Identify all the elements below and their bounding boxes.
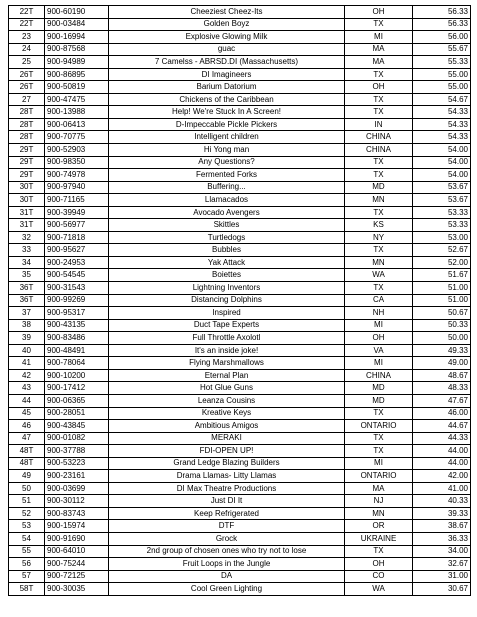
score-cell: 54.00 <box>413 144 471 157</box>
table-row <box>9 282 471 295</box>
team-name-cell: Llamacados <box>109 194 345 207</box>
table-row <box>9 520 471 533</box>
score-cell: 49.00 <box>413 357 471 370</box>
table-body <box>9 6 471 596</box>
table-row <box>9 570 471 583</box>
team-name-cell: Any Questions? <box>109 156 345 169</box>
location-cell: ONTARIO <box>345 470 413 483</box>
table-row <box>9 68 471 81</box>
location-cell: IN <box>345 118 413 131</box>
location-cell: CHINA <box>345 144 413 157</box>
rank-cell: 55 <box>9 545 45 558</box>
location-cell: CA <box>345 294 413 307</box>
score-cell: 32.67 <box>413 558 471 571</box>
team-number-cell: 900-99269 <box>45 294 109 307</box>
score-cell: 50.67 <box>413 307 471 320</box>
table-row <box>9 558 471 571</box>
location-cell: TX <box>345 93 413 106</box>
table-row <box>9 394 471 407</box>
location-cell: OH <box>345 6 413 19</box>
location-cell: MD <box>345 394 413 407</box>
team-number-cell: 900-53223 <box>45 457 109 470</box>
score-cell: 53.00 <box>413 231 471 244</box>
team-name-cell: Boiettes <box>109 269 345 282</box>
score-cell: 56.33 <box>413 6 471 19</box>
score-cell: 54.33 <box>413 106 471 119</box>
location-cell: TX <box>345 545 413 558</box>
team-name-cell: Grand Ledge Blazing Builders <box>109 457 345 470</box>
location-cell: WA <box>345 583 413 596</box>
rank-cell: 28T <box>9 106 45 119</box>
rank-cell: 40 <box>9 344 45 357</box>
score-cell: 30.67 <box>413 583 471 596</box>
location-cell: MA <box>345 56 413 69</box>
team-number-cell: 900-54545 <box>45 269 109 282</box>
table-row <box>9 307 471 320</box>
team-number-cell: 900-50819 <box>45 81 109 94</box>
table-row <box>9 6 471 19</box>
team-number-cell: 900-15974 <box>45 520 109 533</box>
team-name-cell: Fermented Forks <box>109 169 345 182</box>
rank-cell: 24 <box>9 43 45 56</box>
score-cell: 55.00 <box>413 68 471 81</box>
score-cell: 44.00 <box>413 445 471 458</box>
location-cell: TX <box>345 206 413 219</box>
team-number-cell: 900-24953 <box>45 256 109 269</box>
team-number-cell: 900-30035 <box>45 583 109 596</box>
team-number-cell: 900-03699 <box>45 482 109 495</box>
table-row <box>9 206 471 219</box>
score-cell: 51.00 <box>413 282 471 295</box>
location-cell: UKRAINE <box>345 532 413 545</box>
team-name-cell: Hi Yong man <box>109 144 345 157</box>
team-name-cell: 2nd group of chosen ones who try not to lose <box>109 545 345 558</box>
team-number-cell: 900-01082 <box>45 432 109 445</box>
team-name-cell: Ambitious Amigos <box>109 420 345 433</box>
location-cell: ONTARIO <box>345 420 413 433</box>
score-cell: 53.67 <box>413 181 471 194</box>
team-number-cell: 900-30112 <box>45 495 109 508</box>
team-number-cell: 900-43845 <box>45 420 109 433</box>
table-row <box>9 43 471 56</box>
team-name-cell: It's an inside joke! <box>109 344 345 357</box>
rank-cell: 28T <box>9 118 45 131</box>
location-cell: MI <box>345 319 413 332</box>
team-number-cell: 900-03484 <box>45 18 109 31</box>
team-number-cell: 900-10200 <box>45 369 109 382</box>
rank-cell: 48T <box>9 445 45 458</box>
team-name-cell: Drama Llamas- Litty Llamas <box>109 470 345 483</box>
team-number-cell: 900-95627 <box>45 244 109 257</box>
location-cell: MN <box>345 256 413 269</box>
rank-cell: 57 <box>9 570 45 583</box>
team-name-cell: Avocado Avengers <box>109 206 345 219</box>
location-cell: TX <box>345 407 413 420</box>
table-row <box>9 583 471 596</box>
location-cell: TX <box>345 169 413 182</box>
score-cell: 54.33 <box>413 131 471 144</box>
team-name-cell: DA <box>109 570 345 583</box>
rank-cell: 43 <box>9 382 45 395</box>
score-cell: 46.00 <box>413 407 471 420</box>
team-name-cell: Lightning Inventors <box>109 282 345 295</box>
team-name-cell: Explosive Glowing Milk <box>109 31 345 44</box>
team-name-cell: MERAKI <box>109 432 345 445</box>
table-row <box>9 457 471 470</box>
score-cell: 54.00 <box>413 169 471 182</box>
score-cell: 39.33 <box>413 507 471 520</box>
score-cell: 31.00 <box>413 570 471 583</box>
rank-cell: 52 <box>9 507 45 520</box>
rank-cell: 35 <box>9 269 45 282</box>
score-cell: 47.67 <box>413 394 471 407</box>
team-number-cell: 900-16994 <box>45 31 109 44</box>
table-row <box>9 256 471 269</box>
team-number-cell: 900-95317 <box>45 307 109 320</box>
score-cell: 49.33 <box>413 344 471 357</box>
rank-cell: 38 <box>9 319 45 332</box>
table-row <box>9 231 471 244</box>
team-name-cell: Fruit Loops in the Jungle <box>109 558 345 571</box>
team-name-cell: Flying Marshmallows <box>109 357 345 370</box>
location-cell: TX <box>345 244 413 257</box>
rank-cell: 27 <box>9 93 45 106</box>
rank-cell: 51 <box>9 495 45 508</box>
score-cell: 44.33 <box>413 432 471 445</box>
table-row <box>9 118 471 131</box>
rank-cell: 22T <box>9 18 45 31</box>
score-cell: 52.00 <box>413 256 471 269</box>
rank-cell: 31T <box>9 206 45 219</box>
score-cell: 55.00 <box>413 81 471 94</box>
team-number-cell: 900-98350 <box>45 156 109 169</box>
table-row <box>9 81 471 94</box>
rank-cell: 53 <box>9 520 45 533</box>
table-row <box>9 470 471 483</box>
team-number-cell: 900-72125 <box>45 570 109 583</box>
team-name-cell: Eternal Plan <box>109 369 345 382</box>
location-cell: MI <box>345 357 413 370</box>
team-name-cell: DI Max Theatre Productions <box>109 482 345 495</box>
score-cell: 51.67 <box>413 269 471 282</box>
table-row <box>9 507 471 520</box>
location-cell: OH <box>345 81 413 94</box>
table-row <box>9 31 471 44</box>
team-number-cell: 900-31543 <box>45 282 109 295</box>
rank-cell: 48T <box>9 457 45 470</box>
rank-cell: 23 <box>9 31 45 44</box>
team-name-cell: Duct Tape Experts <box>109 319 345 332</box>
rank-cell: 29T <box>9 144 45 157</box>
team-number-cell: 900-39949 <box>45 206 109 219</box>
team-name-cell: Grock <box>109 532 345 545</box>
table-row <box>9 269 471 282</box>
team-number-cell: 900-48491 <box>45 344 109 357</box>
team-number-cell: 900-91690 <box>45 532 109 545</box>
rank-cell: 26T <box>9 81 45 94</box>
team-number-cell: 900-06413 <box>45 118 109 131</box>
location-cell: TX <box>345 18 413 31</box>
score-cell: 41.00 <box>413 482 471 495</box>
table-row <box>9 169 471 182</box>
table-row <box>9 56 471 69</box>
team-name-cell: Just DI It <box>109 495 345 508</box>
location-cell: MI <box>345 457 413 470</box>
score-cell: 36.33 <box>413 532 471 545</box>
table-row <box>9 106 471 119</box>
team-number-cell: 900-37788 <box>45 445 109 458</box>
score-cell: 51.00 <box>413 294 471 307</box>
team-number-cell: 900-56977 <box>45 219 109 232</box>
location-cell: TX <box>345 106 413 119</box>
team-name-cell: guac <box>109 43 345 56</box>
team-name-cell: Turtledogs <box>109 231 345 244</box>
score-cell: 54.67 <box>413 93 471 106</box>
table-row <box>9 545 471 558</box>
score-cell: 56.00 <box>413 31 471 44</box>
table-row <box>9 194 471 207</box>
team-number-cell: 900-87568 <box>45 43 109 56</box>
team-number-cell: 900-75244 <box>45 558 109 571</box>
table-row <box>9 294 471 307</box>
rank-cell: 54 <box>9 532 45 545</box>
score-cell: 55.67 <box>413 43 471 56</box>
table-row <box>9 369 471 382</box>
table-row <box>9 344 471 357</box>
team-number-cell: 900-17412 <box>45 382 109 395</box>
team-name-cell: Cool Green Lighting <box>109 583 345 596</box>
location-cell: CHINA <box>345 369 413 382</box>
team-name-cell: DI Imagineers <box>109 68 345 81</box>
rank-cell: 58T <box>9 583 45 596</box>
rank-cell: 36T <box>9 282 45 295</box>
team-number-cell: 900-83486 <box>45 332 109 345</box>
team-name-cell: Distancing Dolphins <box>109 294 345 307</box>
rank-cell: 37 <box>9 307 45 320</box>
rank-cell: 41 <box>9 357 45 370</box>
team-name-cell: Leanza Cousins <box>109 394 345 407</box>
score-cell: 40.33 <box>413 495 471 508</box>
team-number-cell: 900-52903 <box>45 144 109 157</box>
location-cell: MD <box>345 181 413 194</box>
team-name-cell: 7 Camelss - ABRSD.DI (Massachusetts) <box>109 56 345 69</box>
rank-cell: 56 <box>9 558 45 571</box>
location-cell: KS <box>345 219 413 232</box>
location-cell: NJ <box>345 495 413 508</box>
team-number-cell: 900-71165 <box>45 194 109 207</box>
team-name-cell: Bubbles <box>109 244 345 257</box>
location-cell: MI <box>345 31 413 44</box>
location-cell: MD <box>345 382 413 395</box>
location-cell: OH <box>345 558 413 571</box>
team-name-cell: Kreative Keys <box>109 407 345 420</box>
location-cell: TX <box>345 68 413 81</box>
team-name-cell: Hot Glue Guns <box>109 382 345 395</box>
team-name-cell: Yak Attack <box>109 256 345 269</box>
team-number-cell: 900-13988 <box>45 106 109 119</box>
team-number-cell: 900-94989 <box>45 56 109 69</box>
table-row <box>9 144 471 157</box>
score-cell: 50.00 <box>413 332 471 345</box>
team-name-cell: Golden Boyz <box>109 18 345 31</box>
table-row <box>9 495 471 508</box>
location-cell: VA <box>345 344 413 357</box>
team-name-cell: Inspired <box>109 307 345 320</box>
team-number-cell: 900-43135 <box>45 319 109 332</box>
rank-cell: 30T <box>9 194 45 207</box>
location-cell: NY <box>345 231 413 244</box>
rank-cell: 42 <box>9 369 45 382</box>
score-cell: 48.67 <box>413 369 471 382</box>
team-name-cell: Barium Datorium <box>109 81 345 94</box>
table-row <box>9 181 471 194</box>
location-cell: OH <box>345 332 413 345</box>
location-cell: CO <box>345 570 413 583</box>
score-cell: 48.33 <box>413 382 471 395</box>
rank-cell: 22T <box>9 6 45 19</box>
team-number-cell: 900-60190 <box>45 6 109 19</box>
team-number-cell: 900-64010 <box>45 545 109 558</box>
rank-cell: 29T <box>9 156 45 169</box>
score-cell: 53.33 <box>413 219 471 232</box>
location-cell: TX <box>345 432 413 445</box>
team-name-cell: Full Throttle Axolotl <box>109 332 345 345</box>
team-number-cell: 900-28051 <box>45 407 109 420</box>
team-name-cell: Buffering... <box>109 181 345 194</box>
rank-cell: 29T <box>9 169 45 182</box>
results-table <box>8 5 471 596</box>
rank-cell: 47 <box>9 432 45 445</box>
score-cell: 54.33 <box>413 118 471 131</box>
table-row <box>9 382 471 395</box>
table-row <box>9 357 471 370</box>
team-number-cell: 900-78064 <box>45 357 109 370</box>
team-number-cell: 900-70775 <box>45 131 109 144</box>
table-row <box>9 219 471 232</box>
rank-cell: 32 <box>9 231 45 244</box>
team-number-cell: 900-71818 <box>45 231 109 244</box>
score-cell: 53.67 <box>413 194 471 207</box>
table-row <box>9 244 471 257</box>
score-cell: 44.00 <box>413 457 471 470</box>
table-row <box>9 332 471 345</box>
table-row <box>9 131 471 144</box>
team-number-cell: 900-74978 <box>45 169 109 182</box>
score-cell: 44.67 <box>413 420 471 433</box>
team-number-cell: 900-06365 <box>45 394 109 407</box>
team-name-cell: Cheeziest Cheez-Its <box>109 6 345 19</box>
location-cell: CHINA <box>345 131 413 144</box>
location-cell: NH <box>345 307 413 320</box>
table-row <box>9 319 471 332</box>
team-name-cell: Chickens of the Caribbean <box>109 93 345 106</box>
team-name-cell: Help! We're Stuck In A Screen! <box>109 106 345 119</box>
team-name-cell: Skittles <box>109 219 345 232</box>
table-row <box>9 532 471 545</box>
location-cell: OR <box>345 520 413 533</box>
rank-cell: 36T <box>9 294 45 307</box>
score-cell: 56.33 <box>413 18 471 31</box>
team-number-cell: 900-86895 <box>45 68 109 81</box>
rank-cell: 34 <box>9 256 45 269</box>
team-number-cell: 900-23161 <box>45 470 109 483</box>
table-row <box>9 482 471 495</box>
rank-cell: 49 <box>9 470 45 483</box>
score-cell: 38.67 <box>413 520 471 533</box>
team-name-cell: Intelligent children <box>109 131 345 144</box>
table-row <box>9 432 471 445</box>
table-row <box>9 420 471 433</box>
score-cell: 54.00 <box>413 156 471 169</box>
rank-cell: 28T <box>9 131 45 144</box>
rank-cell: 44 <box>9 394 45 407</box>
location-cell: TX <box>345 282 413 295</box>
location-cell: TX <box>345 156 413 169</box>
team-name-cell: FDI-OPEN UP! <box>109 445 345 458</box>
score-cell: 55.33 <box>413 56 471 69</box>
location-cell: WA <box>345 269 413 282</box>
team-number-cell: 900-47475 <box>45 93 109 106</box>
table-row <box>9 445 471 458</box>
rank-cell: 30T <box>9 181 45 194</box>
location-cell: MA <box>345 482 413 495</box>
rank-cell: 46 <box>9 420 45 433</box>
location-cell: MN <box>345 507 413 520</box>
team-number-cell: 900-97940 <box>45 181 109 194</box>
location-cell: TX <box>345 445 413 458</box>
table-row <box>9 18 471 31</box>
table-row <box>9 407 471 420</box>
rank-cell: 25 <box>9 56 45 69</box>
rank-cell: 31T <box>9 219 45 232</box>
team-name-cell: D-Impeccable Pickle Pickers <box>109 118 345 131</box>
score-cell: 50.33 <box>413 319 471 332</box>
location-cell: MA <box>345 43 413 56</box>
location-cell: MN <box>345 194 413 207</box>
rank-cell: 50 <box>9 482 45 495</box>
table-row <box>9 93 471 106</box>
rank-cell: 26T <box>9 68 45 81</box>
score-cell: 42.00 <box>413 470 471 483</box>
rank-cell: 45 <box>9 407 45 420</box>
table-row <box>9 156 471 169</box>
score-cell: 52.67 <box>413 244 471 257</box>
team-name-cell: Keep Refrigerated <box>109 507 345 520</box>
score-cell: 34.00 <box>413 545 471 558</box>
rank-cell: 39 <box>9 332 45 345</box>
rank-cell: 33 <box>9 244 45 257</box>
team-name-cell: DTF <box>109 520 345 533</box>
score-cell: 53.33 <box>413 206 471 219</box>
team-number-cell: 900-83743 <box>45 507 109 520</box>
